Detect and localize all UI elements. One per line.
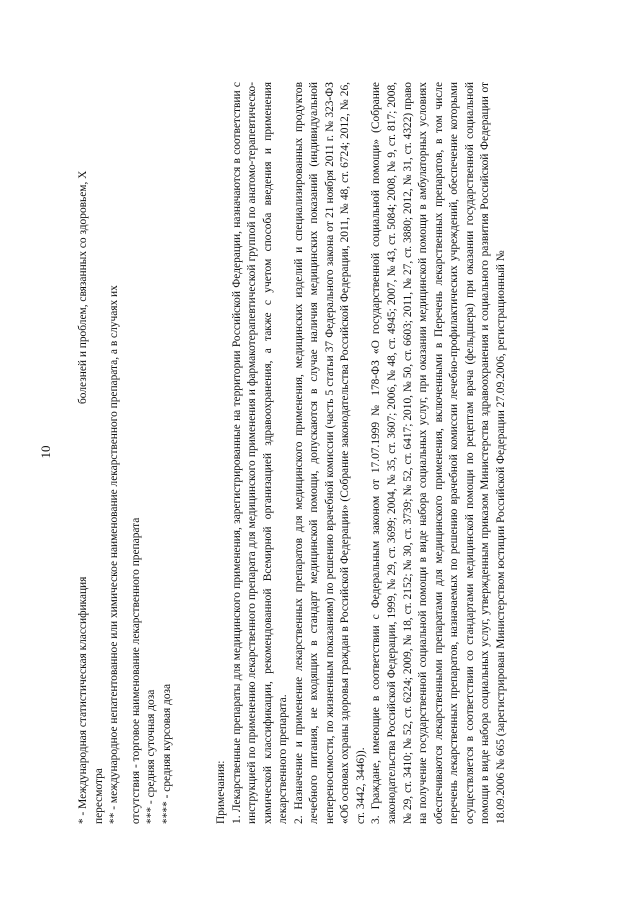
- legend-course-dose: **** - средняя курсовая доза: [160, 683, 173, 824]
- legend-daily-dose: *** - средняя суточная доза: [145, 689, 158, 824]
- legend-inn: ** - международное непатентованное или химическое наименование лекарственного препарата, а в случаях их: [108, 285, 121, 824]
- legend-icd-continuation: пересмотра: [92, 768, 105, 824]
- legend-icd-description: болезней и проблем, связанных со здоровьем, X: [77, 170, 89, 404]
- notes-title: Примечания:: [215, 760, 227, 824]
- note-item-2: 2. Назначение и применение лекарственных препаратов для медицинского применения, медицинских изделий и специализированных продуктов лечебного питания, не входящих в стандарт медицинской помощи, допускаются в случае наличия медицинских показаний (индивидуальной непереносимости, по жизненным показаниям) по решению врачебной комиссии (часть 5 статьи 37 Федерального закона от 21 ноября 2011 г. № 323-ФЗ «Об основах охраны здоровья граждан в Российской Федерации» (Собрание законодательства Российской Федерации, 2011, № 48, ст. 6724; 2012, № 26, ст. 3442, 3446)).: [292, 82, 367, 824]
- page-number: 10: [38, 445, 53, 459]
- legend: [76, 64, 175, 824]
- legend-inn-continuation: отсутствия - торговое наименование лекарственного препарата: [129, 517, 142, 824]
- legend-row-icd: [76, 64, 92, 824]
- rotated-page: [30, 52, 610, 852]
- notes-section: [214, 82, 509, 824]
- note-item-3: 3. Граждане, имеющие в соответствии с Федеральным законом от 17.07.1999 № 178-ФЗ «О государственной социальной помощи» (Собрание законодательства Российской Федерации, 1999, № 29, ст. 3699; 2004, № 35, ст. 3607; 2006, № 48, ст. 4945; 2007, № 43, ст. 5084; 2008, № 9, ст. 817; 2008, № 29, ст. 3410; № 52, ст. 6224; 2009, № 18, ст. 2152; № 30, ст. 3739; № 52, ст. 6417; 2010, № 50, ст. 6603; 2011, № 27, ст. 3880; 2012, № 31, ст. 4322) право на получение государственной социальной помощи в виде набора социальных услуг, при оказании медицинской помощи в амбулаторных условиях обеспечиваются лекарственными препаратами для медицинского применения, включенными в Перечень лекарственных препаратов, в том числе перечень лекарственных препаратов, назначаемых по решению врачебной комиссии лечебно-профилактических учреждений, обеспечение которыми осуществляется в соответствии со стандартами медицинской помощи по рецептам врача (фельдшера) при оказании государственной социальной помощи в виде набора социальных услуг, утвержденным приказом Министерства здравоохранения и социального развития Российской Федерации от 18.09.2006 № 665 (зарегистрирован Министерством юстиции Российской Федерации 27.09.2006, регистрационный №: [370, 82, 507, 824]
- note-item-1: 1. Лекарственные препараты для медицинского применения, зарегистрированные на территории Российской Федерации, назначаются в соответствии с инструкцией по применению лекарственного препарата для медицинского применения и фармакотерапевтической группой по анатомо-терапевтическо-химической классификации, рекомендованной Всемирной организацией здравоохранения, а также с учетом способа введения и применения лекарственного препарата.: [230, 82, 290, 824]
- legend-icd-label: * - Международная статистическая классификация: [77, 576, 89, 824]
